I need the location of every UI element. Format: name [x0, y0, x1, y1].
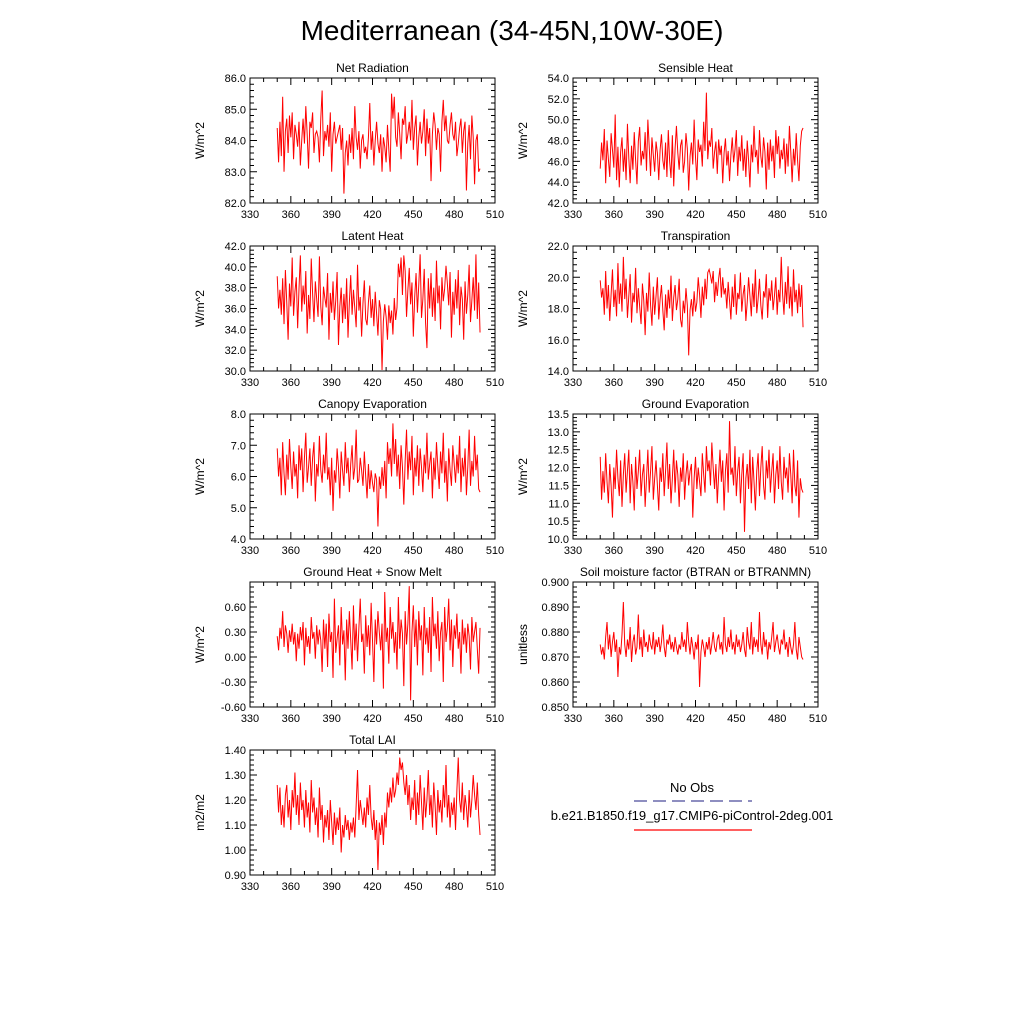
x-tick-label: 390 — [645, 377, 664, 389]
y-axis-label: W/m^2 — [516, 458, 530, 495]
series-line — [277, 758, 480, 871]
y-axis-label: W/m^2 — [193, 122, 207, 159]
x-tick-label: 330 — [563, 377, 583, 389]
y-tick-label: 84.0 — [224, 135, 246, 148]
y-tick-label: 0.30 — [224, 627, 246, 639]
y-tick-label: 18.0 — [547, 303, 569, 316]
y-tick-label: 8.0 — [230, 409, 246, 421]
y-axis-label: W/m^2 — [193, 626, 207, 663]
panels — [193, 61, 827, 893]
panel-title: Soil moisture factor (BTRAN or BTRANMN) — [579, 565, 812, 579]
x-tick-label: 390 — [645, 713, 664, 725]
series-line — [277, 423, 480, 526]
y-tick-label: 30.0 — [224, 366, 246, 378]
y-tick-label: 52.0 — [547, 93, 569, 106]
y-tick-label: 82.0 — [224, 198, 246, 210]
x-tick-label: 420 — [686, 377, 705, 389]
x-tick-label: 390 — [322, 545, 341, 557]
x-tick-label: 420 — [686, 209, 705, 221]
panel-title: Total LAI — [349, 733, 396, 747]
y-tick-label: 1.20 — [224, 795, 246, 807]
x-tick-label: 480 — [767, 545, 787, 557]
y-tick-label: 0.00 — [224, 652, 246, 664]
x-tick-label: 510 — [808, 713, 828, 725]
x-tick-label: 480 — [767, 209, 787, 221]
legend — [551, 780, 834, 830]
x-tick-label: 510 — [808, 209, 828, 221]
y-tick-label: 12.5 — [547, 444, 569, 457]
x-tick-label: 360 — [281, 545, 301, 557]
series-line — [277, 586, 480, 700]
panel-1 — [193, 61, 504, 221]
y-tick-label: 0.90 — [224, 870, 246, 882]
panel-title: Transpiration — [660, 229, 731, 243]
y-tick-label: 46.0 — [547, 156, 569, 169]
y-tick-label: 0.60 — [224, 602, 246, 614]
x-tick-label: 480 — [444, 545, 464, 557]
y-tick-label: 40.0 — [224, 261, 246, 274]
y-tick-label: 32.0 — [224, 345, 246, 358]
x-tick-label: 420 — [363, 713, 382, 725]
panel-title: Ground Evaporation — [641, 397, 750, 411]
x-tick-label: 390 — [322, 881, 341, 893]
panel-title: Canopy Evaporation — [318, 397, 427, 411]
x-tick-label: 480 — [444, 713, 464, 725]
y-tick-label: 0.900 — [541, 577, 569, 589]
x-tick-label: 390 — [322, 377, 341, 389]
y-tick-label: 10.5 — [547, 516, 569, 529]
x-tick-label: 360 — [281, 209, 301, 221]
x-tick-label: 510 — [485, 713, 505, 725]
x-tick-label: 420 — [686, 545, 705, 557]
x-tick-label: 330 — [240, 881, 260, 893]
series-line — [600, 421, 803, 532]
y-tick-label: 42.0 — [224, 241, 246, 253]
x-tick-label: 420 — [686, 713, 705, 725]
plot-frame — [250, 414, 495, 539]
y-axis-label: m2/m2 — [193, 794, 207, 831]
series-line — [600, 602, 803, 687]
x-tick-label: 420 — [363, 545, 382, 557]
x-tick-label: 510 — [485, 881, 505, 893]
y-tick-label: 42.0 — [547, 198, 569, 210]
legend-obs-label: No Obs — [669, 780, 715, 795]
y-tick-label: 11.0 — [548, 498, 569, 511]
x-tick-label: 450 — [727, 713, 746, 725]
panel-title: Sensible Heat — [658, 61, 733, 75]
plot-frame — [573, 78, 818, 203]
x-tick-label: 330 — [563, 713, 583, 725]
x-tick-label: 450 — [404, 209, 423, 221]
y-tick-label: 5.0 — [230, 502, 246, 515]
x-tick-label: 330 — [563, 545, 583, 557]
x-tick-label: 420 — [363, 377, 382, 389]
y-tick-label: 7.0 — [230, 440, 246, 453]
y-tick-label: 54.0 — [547, 73, 569, 85]
y-tick-label: 16.0 — [547, 334, 569, 347]
x-tick-label: 360 — [604, 209, 624, 221]
series-line — [600, 93, 803, 191]
y-tick-label: 1.30 — [224, 770, 246, 782]
x-tick-label: 330 — [240, 377, 260, 389]
x-tick-label: 480 — [444, 209, 464, 221]
y-tick-label: 22.0 — [547, 241, 569, 253]
y-tick-label: 20.0 — [547, 272, 569, 285]
panel-2 — [516, 61, 827, 221]
x-tick-label: 510 — [485, 209, 505, 221]
y-tick-label: 13.5 — [547, 409, 569, 421]
y-tick-label: 11.5 — [548, 480, 569, 493]
series-line — [600, 257, 803, 355]
x-tick-label: 330 — [240, 545, 260, 557]
x-tick-label: 360 — [281, 713, 301, 725]
x-tick-label: 450 — [727, 209, 746, 221]
y-tick-label: 34.0 — [224, 324, 246, 337]
y-tick-label: 0.860 — [541, 677, 569, 689]
legend-model-label: b.e21.B1850.f19_g17.CMIP6-piControl-2deg.001 — [550, 808, 834, 823]
panel-9 — [193, 733, 504, 893]
y-tick-label: 0.850 — [541, 702, 569, 714]
x-tick-label: 360 — [604, 545, 624, 557]
y-axis-label: W/m^2 — [516, 122, 530, 159]
x-tick-label: 330 — [563, 209, 583, 221]
x-tick-label: 480 — [444, 377, 464, 389]
x-tick-label: 390 — [322, 209, 341, 221]
x-tick-label: 510 — [808, 545, 828, 557]
y-axis-label: W/m^2 — [516, 290, 530, 327]
y-tick-label: 14.0 — [547, 366, 569, 378]
y-tick-label: 0.870 — [541, 652, 569, 664]
y-axis-label: unitless — [516, 624, 530, 665]
y-tick-label: 0.890 — [541, 602, 569, 614]
panel-title: Net Radiation — [336, 61, 409, 75]
panel-8 — [516, 565, 827, 725]
main-title: Mediterranean (34-45N,10W-30E) — [300, 15, 724, 46]
x-tick-label: 450 — [404, 713, 423, 725]
y-axis-label: W/m^2 — [193, 458, 207, 495]
x-tick-label: 360 — [604, 377, 624, 389]
x-tick-label: 450 — [404, 545, 423, 557]
y-tick-label: 13.0 — [547, 426, 569, 439]
y-tick-label: 44.0 — [547, 177, 569, 190]
y-tick-label: 50.0 — [547, 114, 569, 127]
x-tick-label: 510 — [485, 545, 505, 557]
x-tick-label: 360 — [281, 377, 301, 389]
x-tick-label: 420 — [363, 209, 382, 221]
y-tick-label: 1.40 — [224, 745, 246, 757]
x-tick-label: 330 — [240, 713, 260, 725]
series-line — [277, 91, 480, 194]
x-tick-label: 510 — [485, 377, 505, 389]
x-tick-label: 480 — [767, 377, 787, 389]
y-tick-label: 85.0 — [224, 104, 246, 117]
panel-4 — [516, 229, 827, 389]
y-tick-label: 12.0 — [547, 462, 569, 475]
y-tick-label: -0.60 — [220, 702, 246, 714]
panel-3 — [193, 229, 504, 389]
x-tick-label: 420 — [363, 881, 382, 893]
x-tick-label: 360 — [281, 881, 301, 893]
x-tick-label: 450 — [404, 881, 423, 893]
panel-5 — [193, 397, 504, 557]
y-tick-label: 83.0 — [224, 166, 246, 179]
x-tick-label: 480 — [767, 713, 787, 725]
y-tick-label: 6.0 — [230, 471, 246, 484]
panel-title: Ground Heat + Snow Melt — [303, 565, 442, 579]
y-tick-label: 48.0 — [547, 135, 569, 148]
y-tick-label: 0.880 — [541, 627, 569, 639]
x-tick-label: 450 — [727, 377, 746, 389]
y-tick-label: 10.0 — [547, 534, 569, 546]
x-tick-label: 330 — [240, 209, 260, 221]
y-tick-label: 86.0 — [224, 73, 246, 85]
y-tick-label: 1.10 — [224, 820, 246, 832]
panel-title: Latent Heat — [341, 229, 404, 243]
x-tick-label: 450 — [404, 377, 423, 389]
y-tick-label: -0.30 — [220, 677, 246, 689]
x-tick-label: 390 — [645, 209, 664, 221]
y-tick-label: 38.0 — [224, 282, 246, 295]
x-tick-label: 390 — [645, 545, 664, 557]
x-tick-label: 510 — [808, 377, 828, 389]
y-tick-label: 36.0 — [224, 303, 246, 316]
y-tick-label: 4.0 — [230, 534, 246, 546]
series-line — [277, 254, 480, 370]
y-axis-label: W/m^2 — [193, 290, 207, 327]
x-tick-label: 450 — [727, 545, 746, 557]
y-tick-label: 1.00 — [224, 845, 246, 857]
panel-6 — [516, 397, 827, 557]
x-tick-label: 480 — [444, 881, 464, 893]
x-tick-label: 390 — [322, 713, 341, 725]
panel-7 — [193, 565, 504, 725]
x-tick-label: 360 — [604, 713, 624, 725]
